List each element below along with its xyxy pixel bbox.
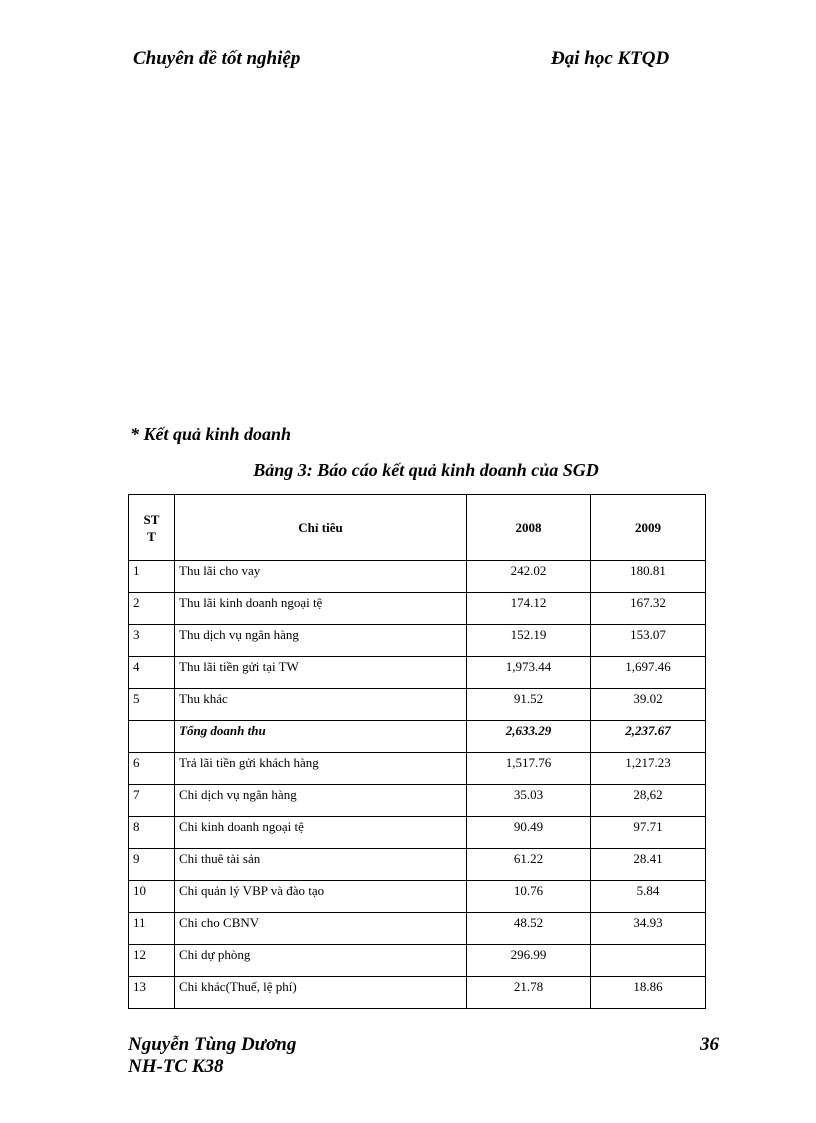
cell-2008: 21.78	[467, 977, 591, 1009]
cell-stt: 9	[129, 849, 175, 881]
cell-2009: 1,217.23	[591, 753, 706, 785]
cell-2008: 10.76	[467, 881, 591, 913]
table-header-row	[129, 495, 706, 561]
cell-2009: 153.07	[591, 625, 706, 657]
footer-author: Nguyễn Tùng Dương	[128, 1034, 297, 1055]
cell-2009: 5.84	[591, 881, 706, 913]
cell-name: Thu lãi tiền gửi tại TW	[175, 657, 467, 689]
cell-2009: 28.41	[591, 849, 706, 881]
cell-stt: 6	[129, 753, 175, 785]
cell-2008: 174.12	[467, 593, 591, 625]
table-row	[129, 945, 706, 977]
cell-2008: 242.02	[467, 561, 591, 593]
cell-2008: 90.49	[467, 817, 591, 849]
cell-2009: 39.02	[591, 689, 706, 721]
header-right-title: Đại học KTQD	[551, 48, 670, 69]
cell-name: Trả lãi tiền gửi khách hàng	[175, 753, 467, 785]
cell-name: Thu lãi kinh doanh ngoại tệ	[175, 593, 467, 625]
footer-class: NH-TC K38	[128, 1056, 224, 1077]
cell-stt: 4	[129, 657, 175, 689]
cell-2008: 61.22	[467, 849, 591, 881]
cell-2009: 1,697.46	[591, 657, 706, 689]
table-row	[129, 721, 706, 753]
cell-name: Thu dịch vụ ngân hàng	[175, 625, 467, 657]
table-row	[129, 753, 706, 785]
header-year-2008: 2008	[467, 495, 591, 561]
cell-stt: 13	[129, 977, 175, 1009]
table-title: Bảng 3: Báo cáo kết quả kinh doanh của SGD	[253, 460, 599, 480]
cell-stt: 1	[129, 561, 175, 593]
cell-name: Chi quản lý VBP và đào tạo	[175, 881, 467, 913]
cell-name: Thu lãi cho vay	[175, 561, 467, 593]
cell-2008: 152.19	[467, 625, 591, 657]
table-row	[129, 977, 706, 1009]
table-row	[129, 689, 706, 721]
cell-2008: 1,973.44	[467, 657, 591, 689]
cell-name: Chi dịch vụ ngân hàng	[175, 785, 467, 817]
cell-stt: 2	[129, 593, 175, 625]
table-row	[129, 593, 706, 625]
cell-2008: 296.99	[467, 945, 591, 977]
cell-stt: 3	[129, 625, 175, 657]
cell-2008: 1,517.76	[467, 753, 591, 785]
cell-2008: 91.52	[467, 689, 591, 721]
cell-name: Chi kinh doanh ngoại tệ	[175, 817, 467, 849]
cell-stt	[129, 721, 175, 753]
cell-2009: 180.81	[591, 561, 706, 593]
cell-stt: 7	[129, 785, 175, 817]
cell-2009: 28,62	[591, 785, 706, 817]
section-heading: * Kết quả kinh doanh	[130, 424, 292, 444]
cell-stt: 10	[129, 881, 175, 913]
cell-stt: 5	[129, 689, 175, 721]
footer-page-number: 36	[700, 1034, 719, 1055]
cell-name: Chi cho CBNV	[175, 913, 467, 945]
report-table	[128, 494, 706, 1009]
cell-name: Thu khác	[175, 689, 467, 721]
cell-stt: 11	[129, 913, 175, 945]
header-left-title: Chuyên đề tốt nghiệp	[133, 48, 301, 69]
table-row	[129, 561, 706, 593]
table-row	[129, 881, 706, 913]
cell-2008: 35.03	[467, 785, 591, 817]
cell-name: Tổng doanh thu	[175, 721, 467, 753]
cell-2009: 18.86	[591, 977, 706, 1009]
header-name: Chỉ tiêu	[175, 495, 467, 561]
cell-name: Chi dự phòng	[175, 945, 467, 977]
cell-2009: 167.32	[591, 593, 706, 625]
cell-name: Chi khác(Thuế, lệ phí)	[175, 977, 467, 1009]
cell-2008: 48.52	[467, 913, 591, 945]
cell-2009	[591, 945, 706, 977]
cell-name: Chi thuê tài sản	[175, 849, 467, 881]
table-row	[129, 913, 706, 945]
table-row	[129, 849, 706, 881]
cell-2009: 2,237.67	[591, 721, 706, 753]
header-stt: ST T	[129, 495, 175, 561]
table-row	[129, 625, 706, 657]
cell-stt: 8	[129, 817, 175, 849]
header-year-2009: 2009	[591, 495, 706, 561]
table-row	[129, 817, 706, 849]
table-body	[129, 561, 706, 1009]
table-row	[129, 657, 706, 689]
cell-stt: 12	[129, 945, 175, 977]
cell-2009: 34.93	[591, 913, 706, 945]
table-row	[129, 785, 706, 817]
cell-2009: 97.71	[591, 817, 706, 849]
cell-2008: 2,633.29	[467, 721, 591, 753]
